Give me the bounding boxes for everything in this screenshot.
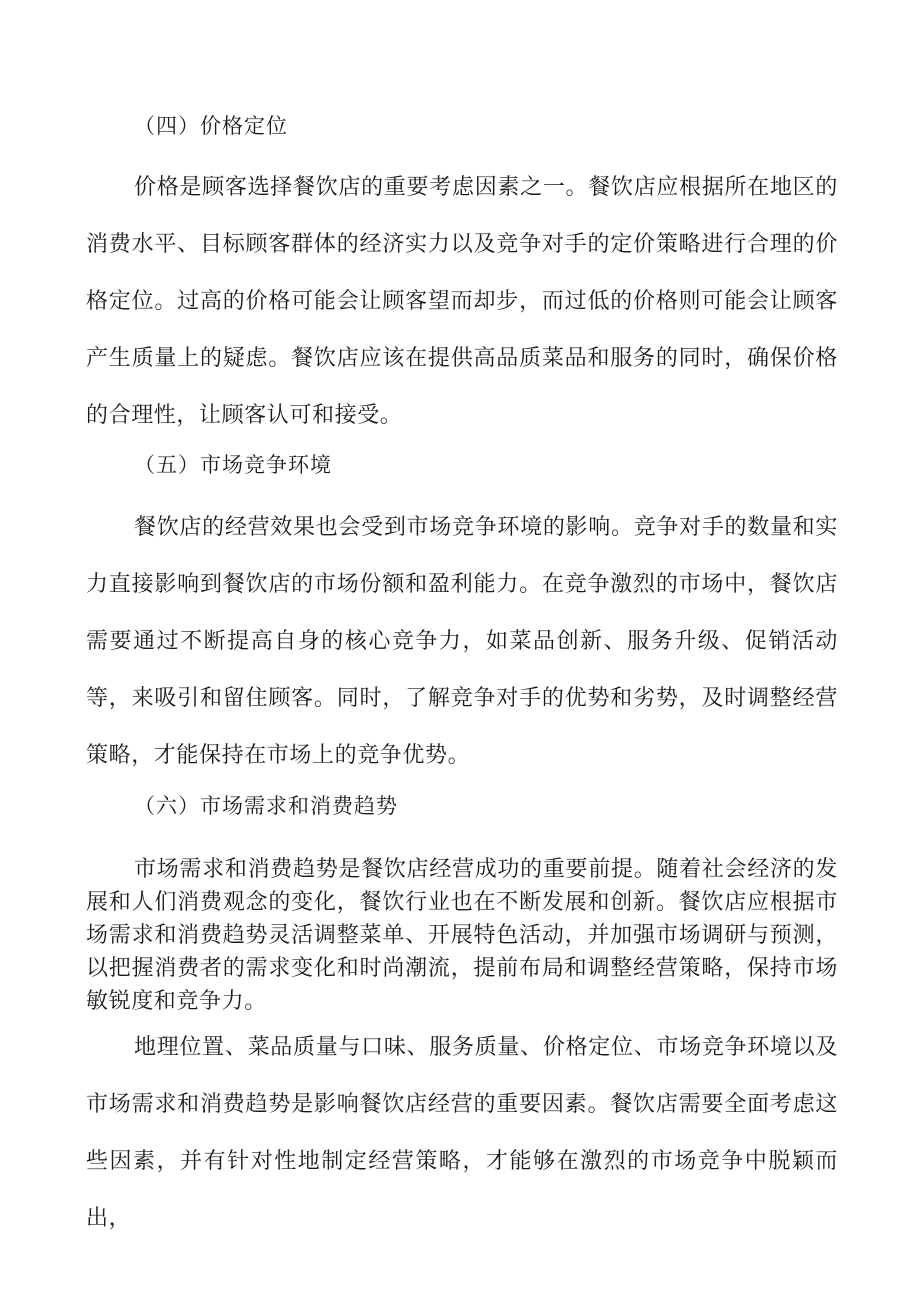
- paragraph-summary: 地理位置、菜品质量与口味、服务质量、价格定位、市场竞争环境以及市场需求和消费趋势是影响餐饮店经营的重要因素。餐饮店需要全面考虑这些因素，并有针对性地制定经营策略，才能够在激烈的市场竞争中脱颖而出，: [86, 1035, 838, 1231]
- paragraph-price-positioning: 价格是顾客选择餐饮店的重要考虑因素之一。餐饮店应根据所在地区的消费水平、目标顾客群体的经济实力以及竞争对手的定价策略进行合理的价格定位。过高的价格可能会让顾客望而却步，而过低的价格则可能会让顾客产生质量上的疑虑。餐饮店应该在提供高品质菜品和服务的同时，确保价格的合理性，让顾客认可和接受。: [86, 175, 838, 428]
- section-heading-market-demand: （六）市场需求和消费趋势: [134, 794, 398, 818]
- section-heading-market-competition: （五）市场竞争环境: [134, 453, 332, 477]
- section-heading-price-positioning: （四）价格定位: [134, 114, 288, 138]
- paragraph-market-competition: 餐饮店的经营效果也会受到市场竞争环境的影响。竞争对手的数量和实力直接影响到餐饮店的市场份额和盈利能力。在竞争激烈的市场中，餐饮店需要通过不断提高自身的核心竞争力，如菜品创新、服务升级、促销活动等，来吸引和留住顾客。同时，了解竞争对手的优势和劣势，及时调整经营策略，才能保持在市场上的竞争优势。: [86, 515, 838, 768]
- paragraph-market-demand: 市场需求和消费趋势是餐饮店经营成功的重要前提。随着社会经济的发展和人们消费观念的变化，餐饮行业也在不断发展和创新。餐饮店应根据市场需求和消费趋势灵活调整菜单、开展特色活动，并加强市场调研与预测，以把握消费者的需求变化和时尚潮流，提前布局和调整经营策略，保持市场敏锐度和竞争力。: [86, 857, 838, 1014]
